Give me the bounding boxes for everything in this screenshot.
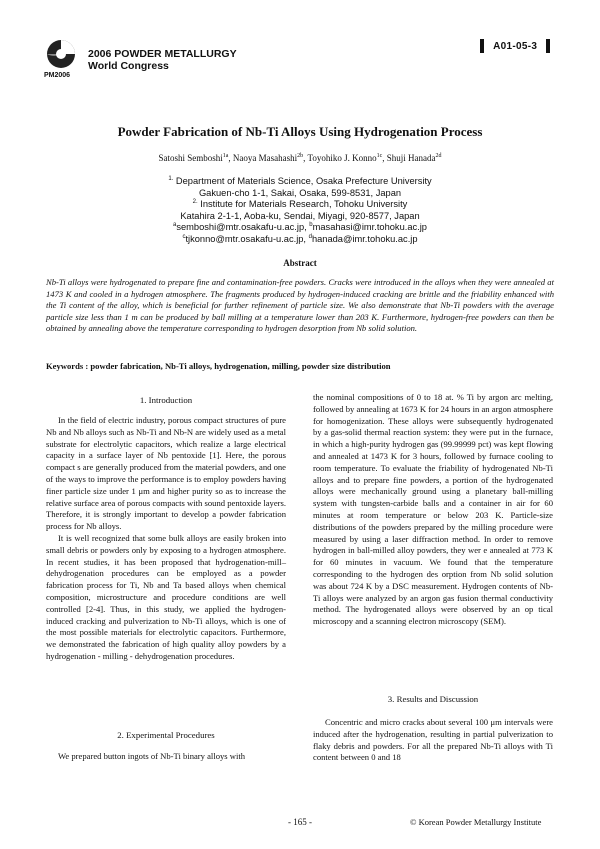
affiliations	[0, 176, 600, 246]
intro-body	[46, 415, 286, 663]
keywords: Keywords : powder fabrication, Nb-Ti alloys, hydrogenation, milling, powder size distribution	[46, 361, 391, 371]
affiliation-2-sup: 2.	[192, 199, 198, 206]
author-name: Satoshi Semboshi	[158, 153, 223, 163]
email-a: semboshi@mtr.osakafu-u.ac.jp,	[176, 222, 307, 233]
conference-line-2: World Congress	[88, 60, 169, 72]
page-number: - 165 -	[288, 817, 312, 827]
intro-heading: 1. Introduction	[139, 395, 193, 405]
affiliation-1-line-1	[0, 176, 600, 188]
pm2006-logo	[44, 38, 78, 84]
author-sup: 2d	[435, 153, 442, 159]
paper-code: A01-05-3	[493, 40, 538, 52]
conference-title	[88, 48, 237, 72]
author-name: Shuji Hanada	[386, 153, 436, 163]
intro-paragraph-2: It is well recognized that some bulk alloys are easily broken into small debris or powders only by exposing to a hydrogen atmosphere. In recent studies, it has been proposed that hydrogenation-mill–dehydrogenation procedures can be employed as a powder fabrication process for Ti, Nb and Ta based alloys when chemical composition, microstructure and procedure conditions are well controlled [2-4]. Thus, in this study, we applied the hydrogen-induced cracking and pulverization to Nb-Ti alloys, which is one of the most possible materials for electrolytic capacitors. Furthermore, we demonstrated the fabrication of high quality alloy powders by a hydrogenation - milling - dehydrogenation procedures.	[46, 532, 286, 661]
email-line-1: $^a$semboshi@mtr.osakafu-u.ac.jp, $^b$masahasi@imr.tohoku.ac.jp	[173, 222, 427, 233]
email-d: hanada@imr.tohoku.ac.jp	[311, 233, 418, 244]
email-b: masahasi@imr.tohoku.ac.jp	[312, 222, 427, 233]
affiliation-1-line-2: Gakuen-cho 1-1, Sakai, Osaka, 599-8531, Japan	[198, 187, 402, 198]
paper-title: Powder Fabrication of Nb-Ti Alloys Using Hydrogenation Process	[117, 124, 483, 139]
paper-code-box	[480, 39, 550, 53]
author-name: Toyohiko J. Konno	[307, 153, 377, 163]
results-body	[313, 717, 553, 764]
copyright: © Korean Powder Metallurgy Institute	[410, 817, 542, 827]
code-bar-right	[546, 39, 550, 53]
abstract-heading: Abstract	[283, 258, 317, 268]
experimental-body	[46, 751, 286, 763]
email-c: tjkonno@mtr.osakafu-u.ac.jp,	[185, 233, 307, 244]
affiliation-2-text: Institute for Materials Research, Tohoku University	[200, 199, 408, 210]
results-paragraph-1: Concentric and micro cracks about several 100 μm intervals were induced after the hydrogenation, resulting in partial pulverization to flaky debris and powders. For all the prepared Nb-Ti alloys with Ti content between 0 and 18	[313, 717, 553, 763]
results-heading: 3. Results and Discussion	[387, 694, 479, 704]
author-sup: 2b	[297, 153, 304, 159]
affiliation-1-text: Department of Materials Science, Osaka Prefecture University	[175, 176, 432, 186]
affiliation-2-line-2: Katahira 2-1-1, Aoba-ku, Sendai, Miyagi, 920-8577, Japan	[180, 210, 420, 221]
affiliation-2-line-1	[0, 199, 600, 211]
author-sup: 1a	[222, 153, 229, 159]
affiliation-1-sup: 1.	[168, 175, 174, 182]
intro-paragraph-1: In the field of electric industry, porous compact structures of pure Nb and Nb alloys such as Nb-Ti and Nb-N are widely used as a metal substrate for electrolytic capacitors, which realize a large electrical capacity in a surface layer of Nb pentoxide [1]. Here, the porous compact s are generally produced from the material powders, and one of the ways to improve the performance is to employ powders having finer particle size under 1 μm and higher purity so as to increase the relative surface area of porous compacts with sound pentoxide layers. Therefore, it is strongly important to develop a powder fabrication process for Nb alloys.	[46, 415, 286, 532]
email-line-2: $^c$tjkonno@mtr.osakafu-u.ac.jp, $^d$hanada@imr.tohoku.ac.jp	[182, 233, 418, 244]
code-bar-left	[480, 39, 484, 53]
logo-text: PM2006	[44, 72, 71, 79]
author-sup: 1c	[376, 153, 383, 159]
abstract-text: Nb-Ti alloys were hydrogenated to prepare fine and contamination-free powders. Cracks were introduced in the alloys when they were annealed at 1473 K and cooled in a hydrogen atmosphere. The fragments produced by hydrogen-induced cracking are brittle and the friability enhanced with the Ti content of the alloy, which is beneficial for further refinement of particle size. We also demonstrate that Nb-Ti powders with the average particle size less than 1 m can be produced by ball milling at a temperature lower than 203 K. Furthermore, hydrogen-free powders can then be obtained by annealing above the temperature corresponding to hydrogen desorption from Nb solid solution.	[46, 277, 554, 333]
experimental-paragraph-start: We prepared button ingots of Nb-Ti binary alloys with	[58, 751, 246, 761]
author-name: Naoya Masahashi	[232, 153, 298, 163]
experimental-heading: 2. Experimental Procedures	[117, 730, 215, 740]
conference-line-1: 2006 POWDER METALLURGY	[88, 48, 237, 60]
experimental-body-continued	[313, 392, 553, 628]
experimental-paragraph-continued: the nominal compositions of 0 to 18 at. % Ti by argon arc melting, followed by annealing at 1673 K for 24 hours in an argon atmosphere for homogenization. These alloys were subsequently hydrogenated by a gas-solid thermal reaction system: they were put in the furnace, in which a high-purity hydrogen gas (99.99999 pct) was kept flowing and annealed at 1473 K for 3 hours, followed by furnace cooling to room temperature. To evaluate the friability of hydrogenated Nb-Ti alloys and to prepare fine powders, a portion of the hydrogenated alloys were mechanically ground using a planetary ball-milling system with tungsten-carbide balls and a container in air for 60 minutes at room temperature or below 203 K. Particle-size distributions of the powders prepared by the milling procedure were measured by using a laser diffraction method. In order to remove hydrogen in ball-milled alloy powders, they wer e annealed at 773 K for 60 minutes in vacuum. We found that the temperature corresponding to the hydrogen des orption from Nb solid solution was about 724 K by a DSC measurement. Hydrogen contents of Nb-Ti alloys were analyzed by an argon gas fusion thermal conductivity method. The hydrogenated alloys were observed by an op tical microscopy and a scanning electron microscopy (SEM).	[313, 392, 553, 627]
author-list: Satoshi Semboshi$^{1a}$, Naoya Masahashi$^{2b}$, Toyohiko J. Konno$^{1c}$, Shuji Hanada$^{2d}$	[158, 153, 442, 163]
